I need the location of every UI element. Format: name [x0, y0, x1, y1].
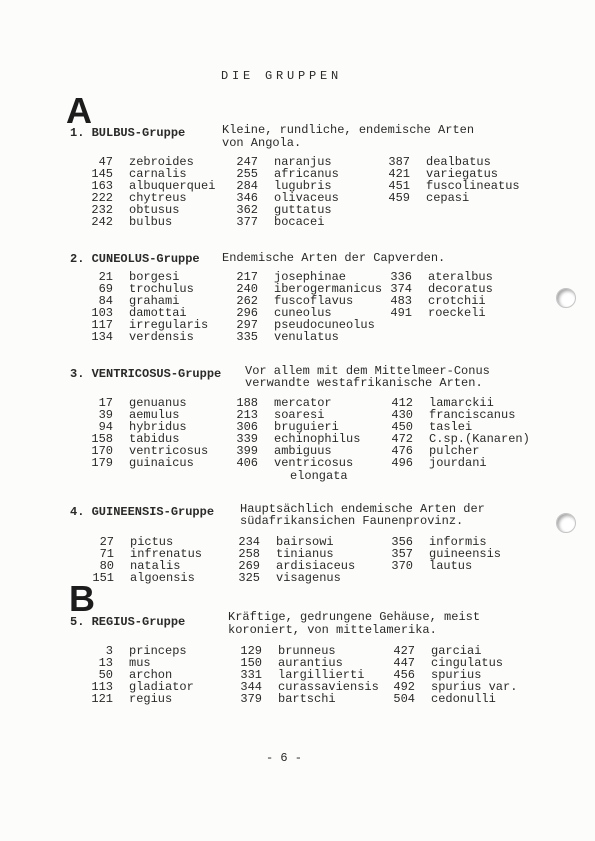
species-name: ventricosus	[274, 456, 354, 471]
species-number: 399	[236, 444, 258, 459]
species-name: archon	[129, 668, 173, 683]
species-column	[218, 156, 339, 229]
species-column	[73, 156, 215, 229]
species-name: carnalis	[129, 167, 187, 182]
species-name: variegatus	[426, 167, 499, 182]
species-number: 297	[236, 318, 258, 333]
species-number: 94	[98, 420, 113, 435]
species-name: bartschi	[278, 692, 336, 707]
species-number: 339	[236, 432, 258, 447]
group-description-line: Kleine, rundliche, endemische Arten	[222, 123, 475, 137]
species-number: 242	[91, 215, 113, 230]
species-name: damottai	[129, 306, 187, 321]
group-heading: 3. VENTRICOSUS-Gruppe	[70, 367, 222, 381]
species-entry	[375, 693, 517, 705]
species-number: 121	[91, 692, 113, 707]
species-number: 222	[91, 191, 113, 206]
species-number: 134	[91, 330, 113, 345]
group-description	[240, 503, 485, 527]
species-name: spurius	[431, 668, 482, 683]
group-description-line: verwandte westafrikanische Arten.	[245, 376, 483, 390]
species-name: mus	[129, 656, 151, 671]
species-name: naranjus	[274, 155, 332, 169]
species-name: spurius var.	[431, 680, 518, 695]
species-name: franciscanus	[429, 408, 516, 423]
species-name: genuanus	[129, 396, 187, 410]
species-name: infrenatus	[130, 547, 203, 562]
species-number: 170	[91, 444, 113, 459]
species-number: 335	[236, 330, 258, 345]
section-letter-a: A	[66, 90, 92, 131]
species-number: 47	[98, 155, 113, 169]
species-number: 255	[236, 167, 258, 182]
species-name: bruguieri	[274, 420, 339, 435]
group-description-line: Kräftige, gedrungene Gehäuse, meist	[228, 610, 481, 624]
species-entry	[370, 192, 520, 204]
species-number: 483	[390, 294, 412, 309]
species-number: 491	[390, 306, 412, 321]
species-name: trochulus	[129, 282, 194, 297]
species-name: borgesi	[129, 270, 180, 284]
group-description	[222, 252, 445, 265]
species-name: curassaviensis	[278, 680, 379, 695]
group-cuneolus	[0, 251, 595, 345]
group-guineensis	[0, 502, 595, 586]
species-number: 379	[240, 692, 262, 707]
species-name: bulbus	[129, 215, 173, 230]
group-description-line: südafrikansichen Faunenprovinz.	[240, 514, 464, 528]
species-entry	[73, 216, 215, 228]
group-heading: 1. BULBUS-Gruppe	[70, 126, 186, 140]
species-number: 472	[391, 432, 413, 447]
species-number: 17	[98, 396, 113, 410]
species-name: jourdani	[429, 456, 487, 471]
species-number: 459	[388, 191, 410, 206]
species-name: ventricosus	[129, 444, 209, 459]
species-number: 430	[391, 408, 413, 423]
species-number: 262	[236, 294, 258, 309]
species-name: lugubris	[274, 179, 332, 194]
species-entry	[73, 693, 194, 705]
species-number: 188	[236, 396, 258, 410]
species-name: cingulatus	[431, 656, 504, 671]
species-number: 247	[236, 155, 258, 169]
species-number: 158	[91, 432, 113, 447]
species-name: iberogermanicus	[274, 282, 383, 297]
species-number: 232	[91, 203, 113, 218]
species-name: natalis	[130, 559, 181, 574]
species-name: ambiguus	[274, 444, 332, 459]
species-name: verdensis	[129, 330, 194, 345]
species-number: 456	[393, 668, 415, 683]
species-name: ardisiaceus	[276, 559, 356, 574]
species-number: 284	[236, 179, 258, 194]
species-number: 213	[236, 408, 258, 423]
group-ventricosus	[0, 364, 595, 483]
species-entry	[218, 216, 339, 228]
group-heading: 5. REGIUS-Gruppe	[70, 615, 186, 629]
species-name: taslei	[429, 420, 473, 435]
species-number: 71	[99, 547, 114, 562]
species-number: 344	[240, 680, 262, 695]
species-number: 240	[236, 282, 258, 297]
species-name: princeps	[129, 644, 187, 658]
species-number: 21	[98, 270, 113, 284]
species-name: guineensis	[429, 547, 502, 562]
species-number: 447	[393, 656, 415, 671]
species-number: 13	[98, 656, 113, 671]
species-name: bocacei	[274, 215, 325, 230]
species-name: garciai	[431, 644, 482, 658]
species-name: tinianus	[276, 547, 334, 562]
species-name: ateralbus	[428, 270, 493, 284]
group-description	[228, 611, 480, 637]
species-name: africanus	[274, 167, 339, 182]
species-name: echinophilus	[274, 432, 361, 447]
species-number: 269	[238, 559, 260, 574]
species-name: irregularis	[129, 318, 209, 333]
species-name: venulatus	[274, 330, 339, 345]
species-name: visagenus	[276, 571, 341, 586]
species-number: 377	[236, 215, 258, 230]
species-name: josephinae	[274, 270, 347, 284]
species-number: 296	[236, 306, 258, 321]
species-entry	[73, 457, 208, 469]
species-name: guinaicus	[129, 456, 194, 471]
species-number: 84	[98, 294, 113, 309]
species-number: 113	[91, 680, 113, 695]
group-description-line: Vor allem mit dem Mittelmeer-Conus	[245, 364, 490, 378]
species-number: 179	[91, 456, 113, 471]
species-number: 496	[391, 456, 413, 471]
species-column	[218, 271, 382, 344]
species-name: obtusus	[129, 203, 180, 218]
species-name: fuscolineatus	[426, 179, 520, 194]
species-column	[370, 156, 520, 204]
species-column	[218, 397, 360, 482]
species-number: 336	[390, 270, 412, 284]
species-number: 80	[99, 559, 114, 574]
group-description	[222, 124, 474, 150]
species-number: 145	[91, 167, 113, 182]
species-entry	[373, 457, 530, 469]
group-description-line: Endemische Arten der Capverden.	[222, 251, 446, 265]
species-name: grahami	[129, 294, 180, 309]
page-title: DIE GRUPPEN	[221, 69, 343, 83]
species-number: 151	[92, 571, 114, 586]
species-number: 451	[388, 179, 410, 194]
species-number: 331	[240, 668, 262, 683]
species-name: mercator	[274, 396, 332, 410]
species-number: 129	[240, 644, 262, 658]
species-column	[373, 536, 501, 572]
species-name: dealbatus	[426, 155, 491, 169]
species-name: zebroides	[129, 155, 194, 169]
species-number: 362	[236, 203, 258, 218]
species-number: 450	[391, 420, 413, 435]
species-name: informis	[429, 535, 487, 549]
species-number: 258	[238, 547, 260, 562]
species-number: 374	[390, 282, 412, 297]
section-letter-b: B	[69, 578, 95, 619]
species-number: 27	[99, 535, 114, 549]
species-number: 103	[91, 306, 113, 321]
species-column	[373, 397, 530, 470]
species-number: 346	[236, 191, 258, 206]
species-number: 427	[393, 644, 415, 658]
species-column	[73, 271, 208, 344]
species-name: cuneolus	[274, 306, 332, 321]
species-entry	[222, 693, 379, 705]
species-entry	[372, 307, 493, 319]
species-column	[375, 645, 517, 705]
species-name: largillierti	[278, 668, 365, 683]
species-name-continuation: elongata	[290, 468, 348, 483]
species-number: 412	[391, 396, 413, 410]
species-number: 406	[236, 456, 258, 471]
species-name: chytreus	[129, 191, 187, 206]
species-number: 50	[98, 668, 113, 683]
group-heading: 4. GUINEENSIS-Gruppe	[70, 505, 215, 519]
species-column	[372, 271, 493, 319]
species-number: 356	[391, 535, 413, 549]
punch-hole	[556, 288, 576, 308]
group-bulbus	[0, 123, 595, 230]
species-name: decoratus	[428, 282, 493, 297]
species-number: 69	[98, 282, 113, 297]
species-name: tabidus	[129, 432, 180, 447]
species-column	[222, 645, 379, 705]
species-number: 3	[105, 644, 113, 658]
species-name: soaresi	[274, 408, 325, 423]
species-number: 387	[388, 155, 410, 169]
group-description	[245, 365, 490, 389]
species-name: lautus	[429, 559, 473, 574]
species-entry	[218, 457, 360, 469]
species-name: C.sp.(Kanaren)	[429, 432, 530, 447]
page-number: - 6 -	[266, 751, 303, 765]
species-number: 217	[236, 270, 258, 284]
species-name: albuquerquei	[129, 179, 216, 194]
species-name: brunneus	[278, 644, 336, 658]
species-number: 504	[393, 692, 415, 707]
species-name: crotchii	[428, 294, 486, 309]
species-name: aurantius	[278, 656, 343, 671]
species-name: olivaceus	[274, 191, 339, 206]
species-number: 325	[238, 571, 260, 586]
species-number: 370	[391, 559, 413, 574]
species-number: 421	[388, 167, 410, 182]
species-name: lamarckii	[429, 396, 494, 410]
species-name: cedonulli	[431, 692, 496, 707]
species-number: 39	[98, 408, 113, 423]
species-entry	[73, 331, 208, 343]
species-column	[73, 645, 194, 705]
group-description-line: koroniert, von mittelamerika.	[228, 623, 437, 637]
species-name: aemulus	[129, 408, 180, 423]
species-name: pseudocuneolus	[274, 318, 375, 333]
species-name: gladiator	[129, 680, 194, 695]
species-column	[73, 397, 208, 470]
species-number: 492	[393, 680, 415, 695]
group-regius	[0, 610, 595, 707]
species-name: cepasi	[426, 191, 470, 206]
species-name: pictus	[130, 535, 174, 549]
species-column	[220, 536, 355, 584]
species-number: 234	[238, 535, 260, 549]
species-number: 476	[391, 444, 413, 459]
species-number: 163	[91, 179, 113, 194]
group-heading: 2. CUNEOLUS-Gruppe	[70, 252, 200, 266]
group-description-line: Hauptsächlich endemische Arten der	[240, 502, 485, 516]
species-entry	[373, 560, 501, 572]
species-entry	[220, 572, 355, 584]
species-name: algoensis	[130, 571, 195, 586]
species-name: bairsowi	[276, 535, 334, 549]
species-number: 357	[391, 547, 413, 562]
species-name: guttatus	[274, 203, 332, 218]
species-name: hybridus	[129, 420, 187, 435]
species-number: 150	[240, 656, 262, 671]
species-name: roeckeli	[428, 306, 486, 321]
punch-hole	[556, 513, 576, 533]
species-name: fuscoflavus	[274, 294, 354, 309]
species-name: regius	[129, 692, 173, 707]
species-number: 306	[236, 420, 258, 435]
species-name: pulcher	[429, 444, 480, 459]
species-number: 117	[91, 318, 113, 333]
group-description-line: von Angola.	[222, 136, 302, 150]
species-entry	[218, 331, 382, 343]
